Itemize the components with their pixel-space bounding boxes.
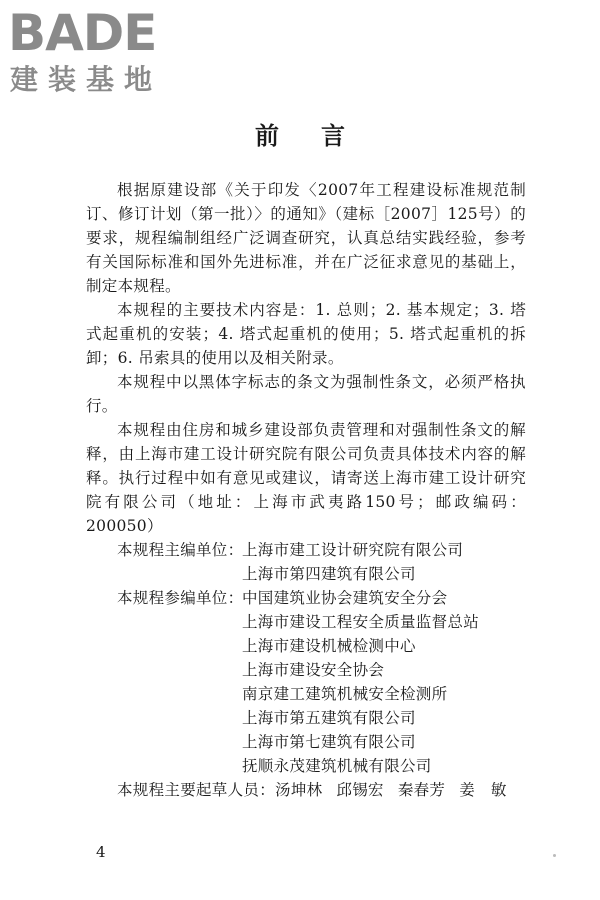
- chief-unit-row: [86, 562, 526, 586]
- participating-unit-row: [86, 706, 526, 730]
- participating-unit-row: [86, 730, 526, 754]
- drafter-name: 邱锡宏: [336, 781, 384, 799]
- participating-unit-name: 上海市建设工程安全质量监督总站: [242, 613, 480, 631]
- participating-unit-name: 抚顺永茂建筑机械有限公司: [242, 757, 432, 775]
- drafter-name: 秦春芳: [397, 781, 446, 799]
- bade-logo: [8, 6, 178, 98]
- participating-unit-row: [86, 610, 526, 634]
- drafter-name: 姜 敏: [459, 781, 507, 799]
- document-body: [86, 178, 526, 802]
- chief-unit-name: 上海市建工设计研究院有限公司: [242, 541, 464, 559]
- page-number: 4: [96, 843, 106, 861]
- participating-unit-row: [86, 682, 526, 706]
- participating-unit-row: [86, 634, 526, 658]
- chief-units-label: 本规程主编单位：: [117, 541, 244, 559]
- page-title: 前言: [255, 122, 387, 150]
- participating-unit-row: [86, 586, 526, 610]
- logo-subtitle: 建装基地: [10, 63, 163, 96]
- participating-units-label: 本规程参编单位：: [117, 589, 244, 607]
- chief-units: [86, 538, 526, 586]
- participating-unit-name: 上海市建设安全协会: [242, 661, 385, 679]
- paragraph-basis: 根据原建设部《关于印发〈2007年工程建设标准规范制订、修订计划（第一批）〉的通知》（建标［2007］125号）的要求，规程编制组经广泛调查研究，认真总结实践经验，参考有关国际标准和国外先进标准，并在广泛征求意见的基础上，制定本规程。: [86, 181, 526, 295]
- paragraph-technical-content: 本规程的主要技术内容是：1. 总则；2. 基本规定；3. 塔式起重机的安装；4. 塔式起重机的使用；5. 塔式起重机的拆卸；6. 吊索具的使用以及相关附录。: [86, 301, 526, 367]
- participating-unit-name: 上海市第七建筑有限公司: [242, 733, 416, 751]
- participating-units: [86, 586, 526, 778]
- participating-unit-name: 南京建工建筑机械安全检测所: [242, 685, 448, 703]
- chief-unit-row: [86, 538, 526, 562]
- paragraph-mandatory: 本规程中以黑体字标志的条文为强制性条文，必须严格执行。: [86, 373, 526, 415]
- scan-speck: [553, 854, 556, 857]
- participating-unit-row: [86, 754, 526, 778]
- drafters-label: 本规程主要起草人员：: [117, 781, 276, 799]
- participating-unit-name: 中国建筑业协会建筑安全分会: [242, 589, 448, 607]
- paragraph-management: 本规程由住房和城乡建设部负责管理和对强制性条文的解释，由上海市建工设计研究院有限公司负责具体技术内容的解释。执行过程中如有意见或建议，请寄送上海市建工设计研究院有限公司（地址：上海市武夷路150号；邮政编码：200050）: [86, 421, 526, 535]
- participating-unit-name: 上海市第五建筑有限公司: [242, 709, 416, 727]
- chief-unit-name: 上海市第四建筑有限公司: [242, 565, 416, 583]
- drafters-line: [86, 778, 526, 802]
- logo-word: BADE: [8, 4, 157, 62]
- participating-unit-name: 上海市建设机械检测中心: [242, 637, 416, 655]
- participating-unit-row: [86, 658, 526, 682]
- drafter-name: 汤坤林: [275, 781, 323, 799]
